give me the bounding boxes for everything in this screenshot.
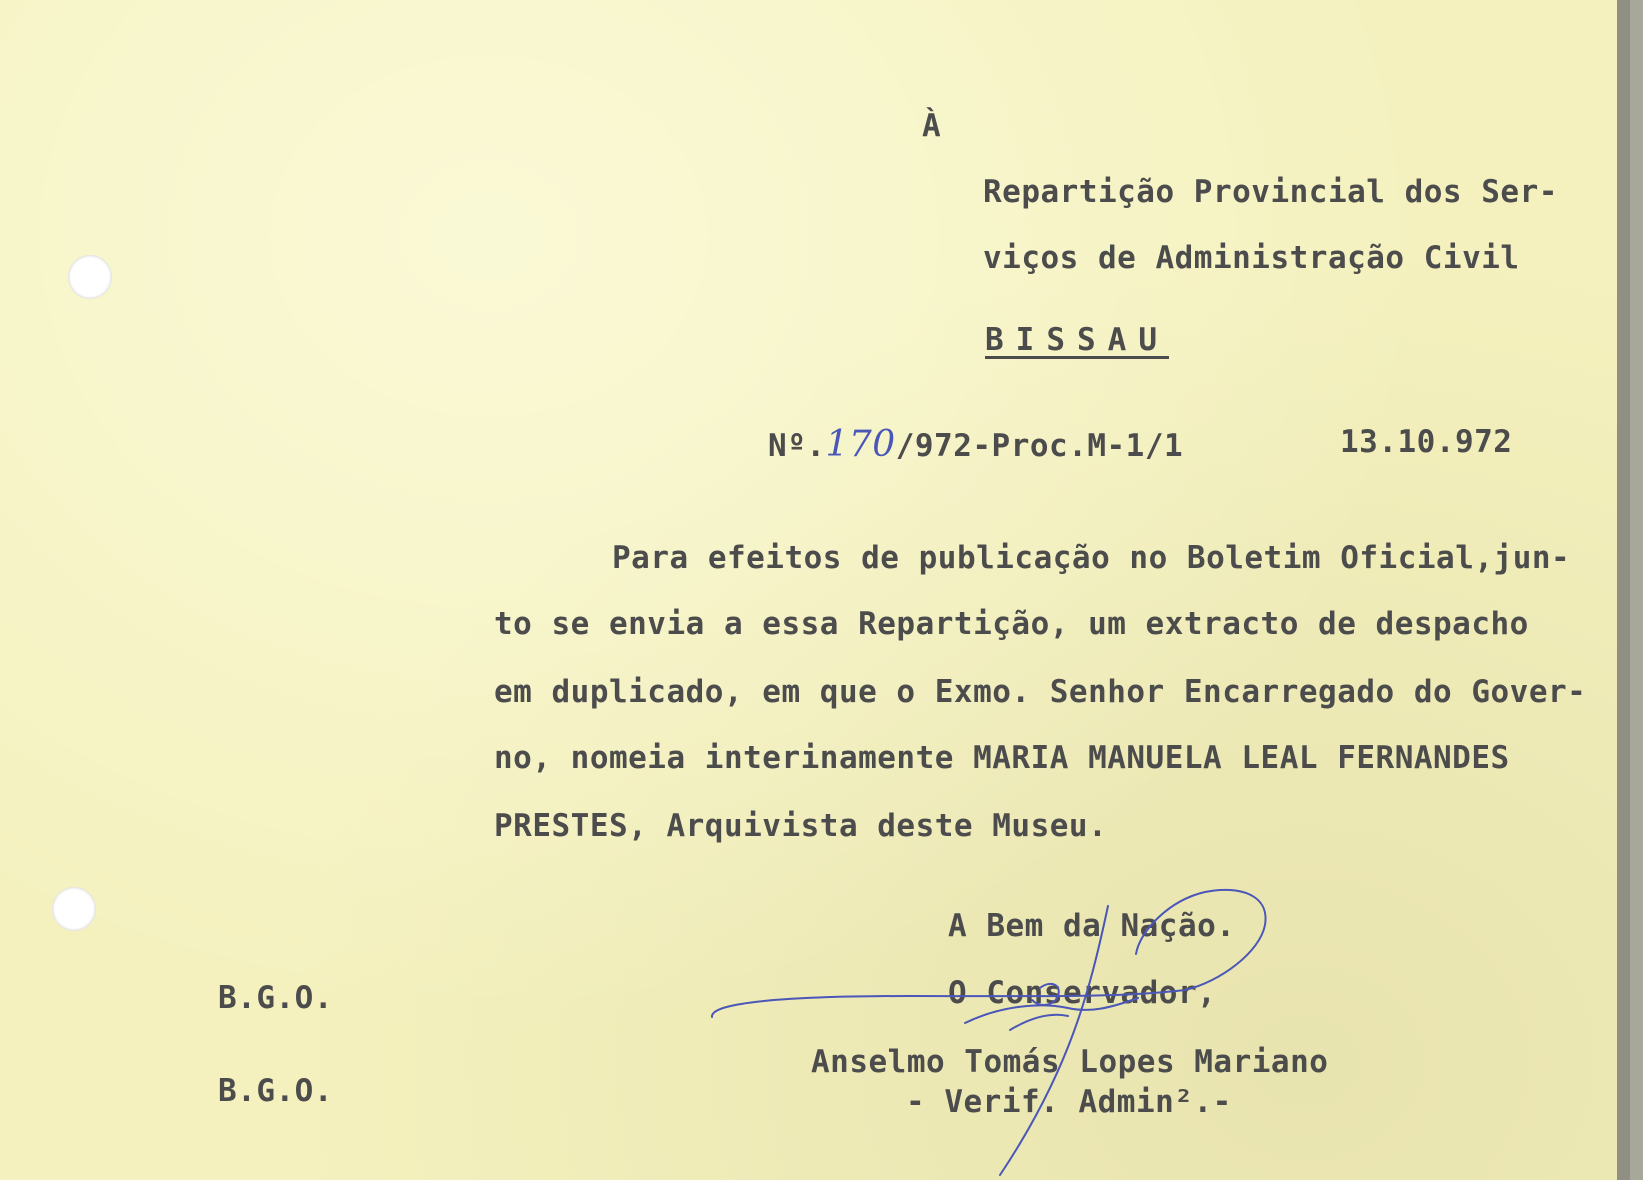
reference-prefix: Nº. (768, 428, 826, 464)
body-line-2: to se envia a essa Repartição, um extracto de despacho (494, 606, 1529, 642)
salutation: À (922, 108, 942, 144)
body-line-5: PRESTES, Arquivista deste Museu. (494, 808, 1108, 844)
margin-note-2: B.G.O. (218, 1073, 333, 1109)
date: 13.10.972 (1340, 424, 1513, 460)
closing-formula: A Bem da Nação. (948, 908, 1236, 944)
body-line-4: no, nomeia interinamente MARIA MANUELA LEAL FERNANDES (494, 740, 1510, 776)
reference-suffix: /972-Proc.M-1/1 (895, 428, 1184, 464)
punch-hole-top (68, 255, 112, 299)
recipient-line-2: viços de Administração Civil (983, 240, 1520, 276)
handwritten-signature (700, 880, 1280, 1180)
signer-name: Anselmo Tomás Lopes Mariano (811, 1044, 1329, 1080)
city: BISSAU (985, 322, 1169, 358)
handwritten-number: 170 (825, 424, 896, 465)
signer-title: O Conservador, (948, 975, 1217, 1011)
page-edge (1617, 0, 1630, 1180)
reference-number (768, 424, 1183, 465)
body-line-1: Para efeitos de publicação no Boletim Oficial,jun- (612, 540, 1571, 576)
body-line-3: em duplicado, em que o Exmo. Senhor Encarregado do Gover- (494, 674, 1587, 710)
verification-note: - Verif. Admin².- (906, 1084, 1232, 1120)
margin-note-1: B.G.O. (218, 980, 333, 1016)
punch-hole-bottom (52, 887, 96, 931)
recipient-line-1: Repartição Provincial dos Ser- (983, 174, 1558, 210)
